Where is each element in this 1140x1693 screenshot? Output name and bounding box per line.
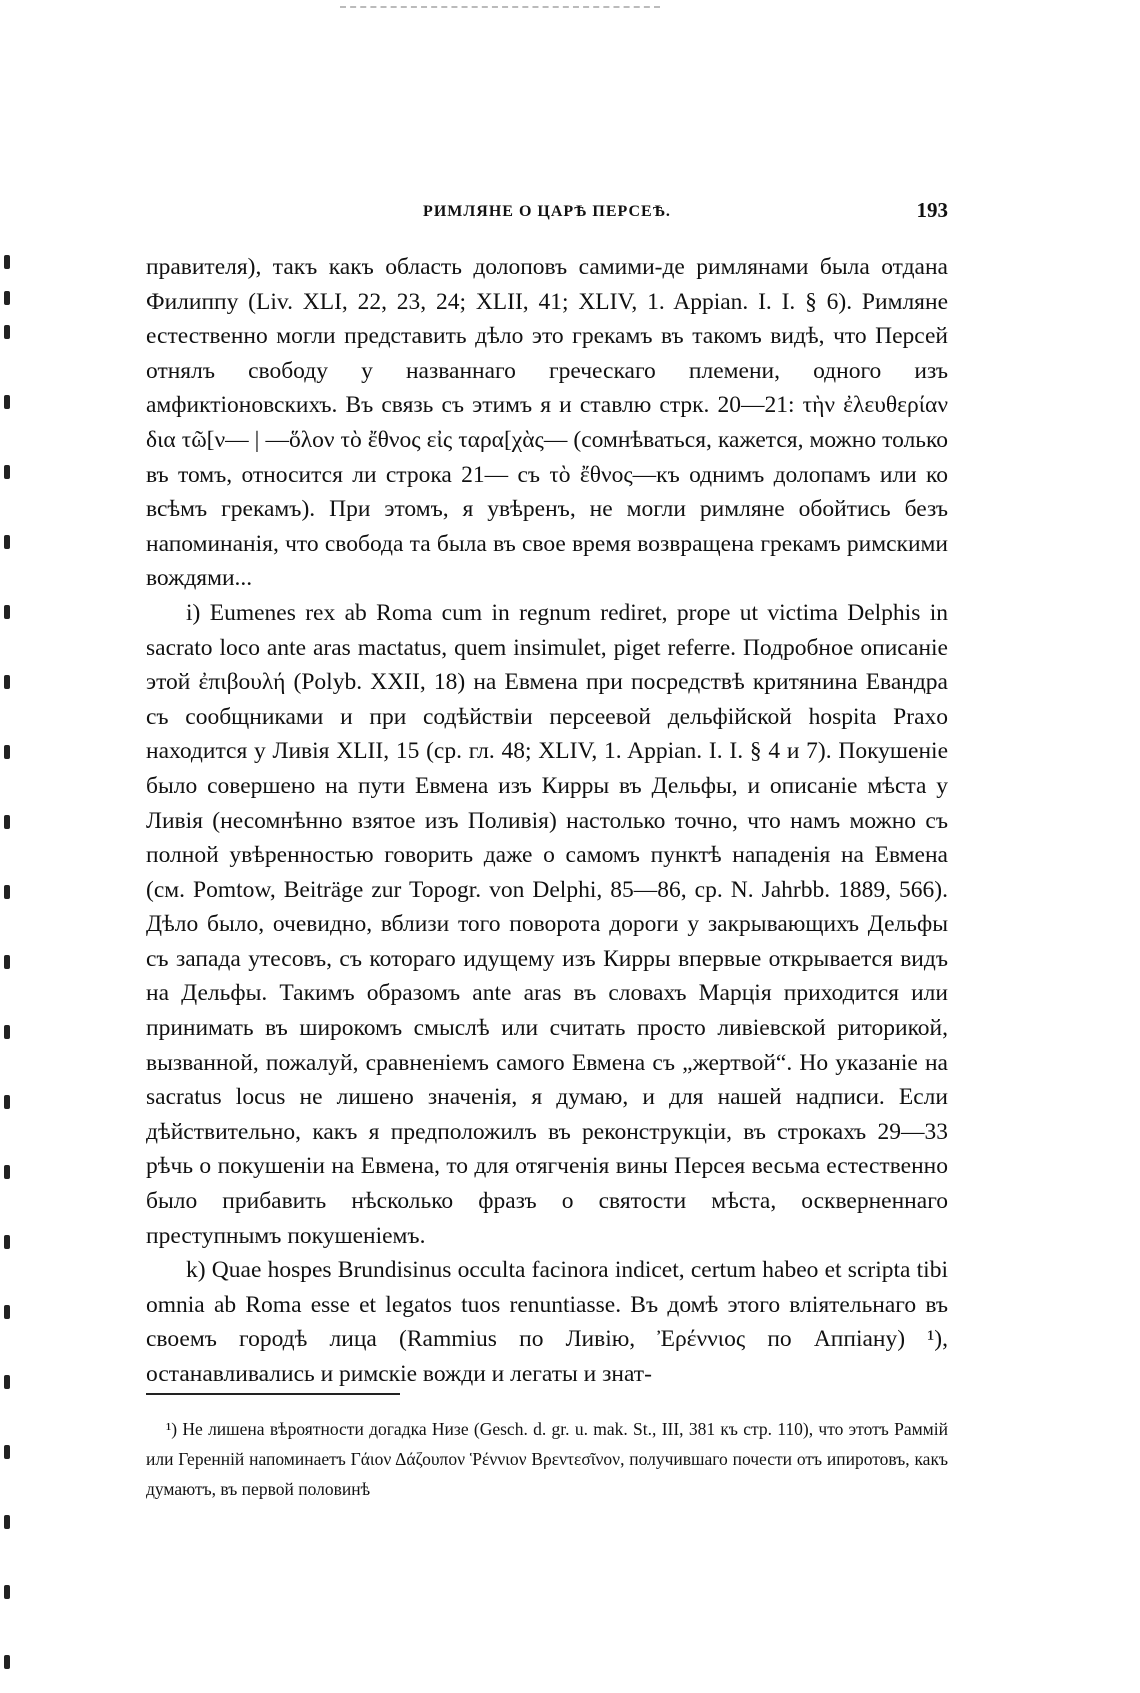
bleed-mark — [4, 291, 10, 305]
bleed-mark — [4, 885, 10, 899]
paragraph: правителя), такъ какъ область долоповъ самими-де римлянами была отдана Филиппу (Liv. XLI, 22, 23, 24; XLII, 41; XLIV, 1. Appian. I. I. § 6). Римляне естественно могли представить дѣло это грекамъ въ такомъ видѣ, что Персей отнялъ свободу у названнаго греческаго племени, одного изъ амфиктіоновскихъ. Въ связь съ этимъ я и ставлю стрк. 20—21: τὴν ἐλευθερίαν δια τῶ[ν— | —ὅλον τὸ ἔθνος εἰς ταρα[χὰς— (сомнѣваться, кажется, можно только въ томъ, относится ли строка 21— съ τὸ ἔθνος—къ однимъ долопамъ или ко всѣмъ грекамъ). При этомъ, я увѣренъ, не могли римляне обойтись безъ напоминанія, что свобода та была въ свое время возвращена грекамъ римскими вождями... — [146, 254, 948, 592]
page-header — [146, 200, 948, 224]
bleed-mark — [4, 1655, 10, 1669]
bleed-mark — [4, 1515, 10, 1529]
bleed-mark — [4, 1235, 10, 1249]
bleed-mark — [4, 955, 10, 969]
bleed-mark — [4, 395, 10, 409]
footnote-divider — [146, 1393, 400, 1395]
top-scan-rule — [340, 6, 660, 8]
footnote-text: ¹) Не лишена вѣроятности догадка Низе (Gesch. d. gr. u. mak. St., III, 381 къ стр. 110), что этотъ Раммій или Гереннiй напоминаетъ Γάιον Δάζουπον Ῥέννιον Βρεντεσῖνον, получившаго почести отъ ипиротовъ, какъ думаютъ, въ первой половинѣ — [146, 1419, 948, 1499]
bleed-mark — [4, 535, 10, 549]
bleed-mark — [4, 1025, 10, 1039]
bleed-mark — [4, 1305, 10, 1319]
bleed-mark — [4, 745, 10, 759]
bleed-mark — [4, 325, 10, 339]
bleed-mark — [4, 255, 10, 269]
main-text — [146, 250, 948, 1392]
bleed-mark — [4, 465, 10, 479]
bleed-mark — [4, 1445, 10, 1459]
bleed-mark — [4, 1095, 10, 1109]
running-title: РИМЛЯНЕ О ЦАРѢ ПЕРСЕѢ. — [423, 203, 671, 220]
bleed-mark — [4, 1375, 10, 1389]
paragraph: i) Eumenes rex ab Roma cum in regnum rediret, prope ut victima Delphis in sacrato loco ante aras mactatus, quem insimulet, piget referre. Подробное описаніе этой ἐπιβουλή (Polyb. XXII, 18) на Евмена при посредствѣ критянина Евандра съ сообщниками и при содѣйствіи персеевой дельфійской hospita Praxo находится у Ливія XLII, 15 (ср. гл. 48; XLIV, 1. Appian. I. I. § 4 и 7). Покушеніе было совершено на пути Евмена изъ Кирры въ Дельфы, и описаніе мѣста у Ливія (несомнѣнно взятое изъ Поливія) настолько точно, что намъ можно съ полной увѣренностью говорить даже о самомъ пунктѣ нападенія на Евмена (см. Pomtow, Beiträge zur Topogr. von Delphi, 85—86, ср. N. Jahrbb. 1889, 566). Дѣло было, очевидно, вблизи того поворота дороги у закрывающихъ Дельфы съ запада утесовъ, съ котораго идущему изъ Кирры впервые открывается видъ на Дельфы. Такимъ образомъ ante aras въ словахъ Марція приходится или принимать въ широкомъ смыслѣ или считать просто ливіевской риторикой, вызванной, пожалуй, сравненіемъ самого Евмена съ „жертвой“. Но указаніе на sacratus locus не лишено значенія, я думаю, и для нашей надписи. Если дѣйствительно, какъ я предположилъ въ реконструкціи, въ строкахъ 29—33 рѣчь о покушеніи на Евмена, то для отягченія вины Персея весьма естественно было прибавить нѣсколько фразъ о святости мѣста, оскверненнаго преступнымъ покушеніемъ. — [146, 599, 948, 1249]
footnote — [146, 1414, 948, 1504]
bleed-mark — [4, 1165, 10, 1179]
bleed-mark — [4, 815, 10, 829]
paragraph: k) Quae hospes Brundisinus occulta facinora indicet, certum habeo et scripta tibi omnia ab Roma esse et legatos tuos renuntiasse. Въ домѣ этого вліятельнаго въ своемъ городѣ лица (Rammius по Ливію, Ἐρέννιος по Аппіану) ¹), останавливались и римскіе вожди и легаты и знат- — [146, 1257, 948, 1387]
bleed-mark — [4, 1585, 10, 1599]
bleed-mark — [4, 675, 10, 689]
bleed-mark — [4, 605, 10, 619]
page-number: 193 — [916, 198, 948, 222]
